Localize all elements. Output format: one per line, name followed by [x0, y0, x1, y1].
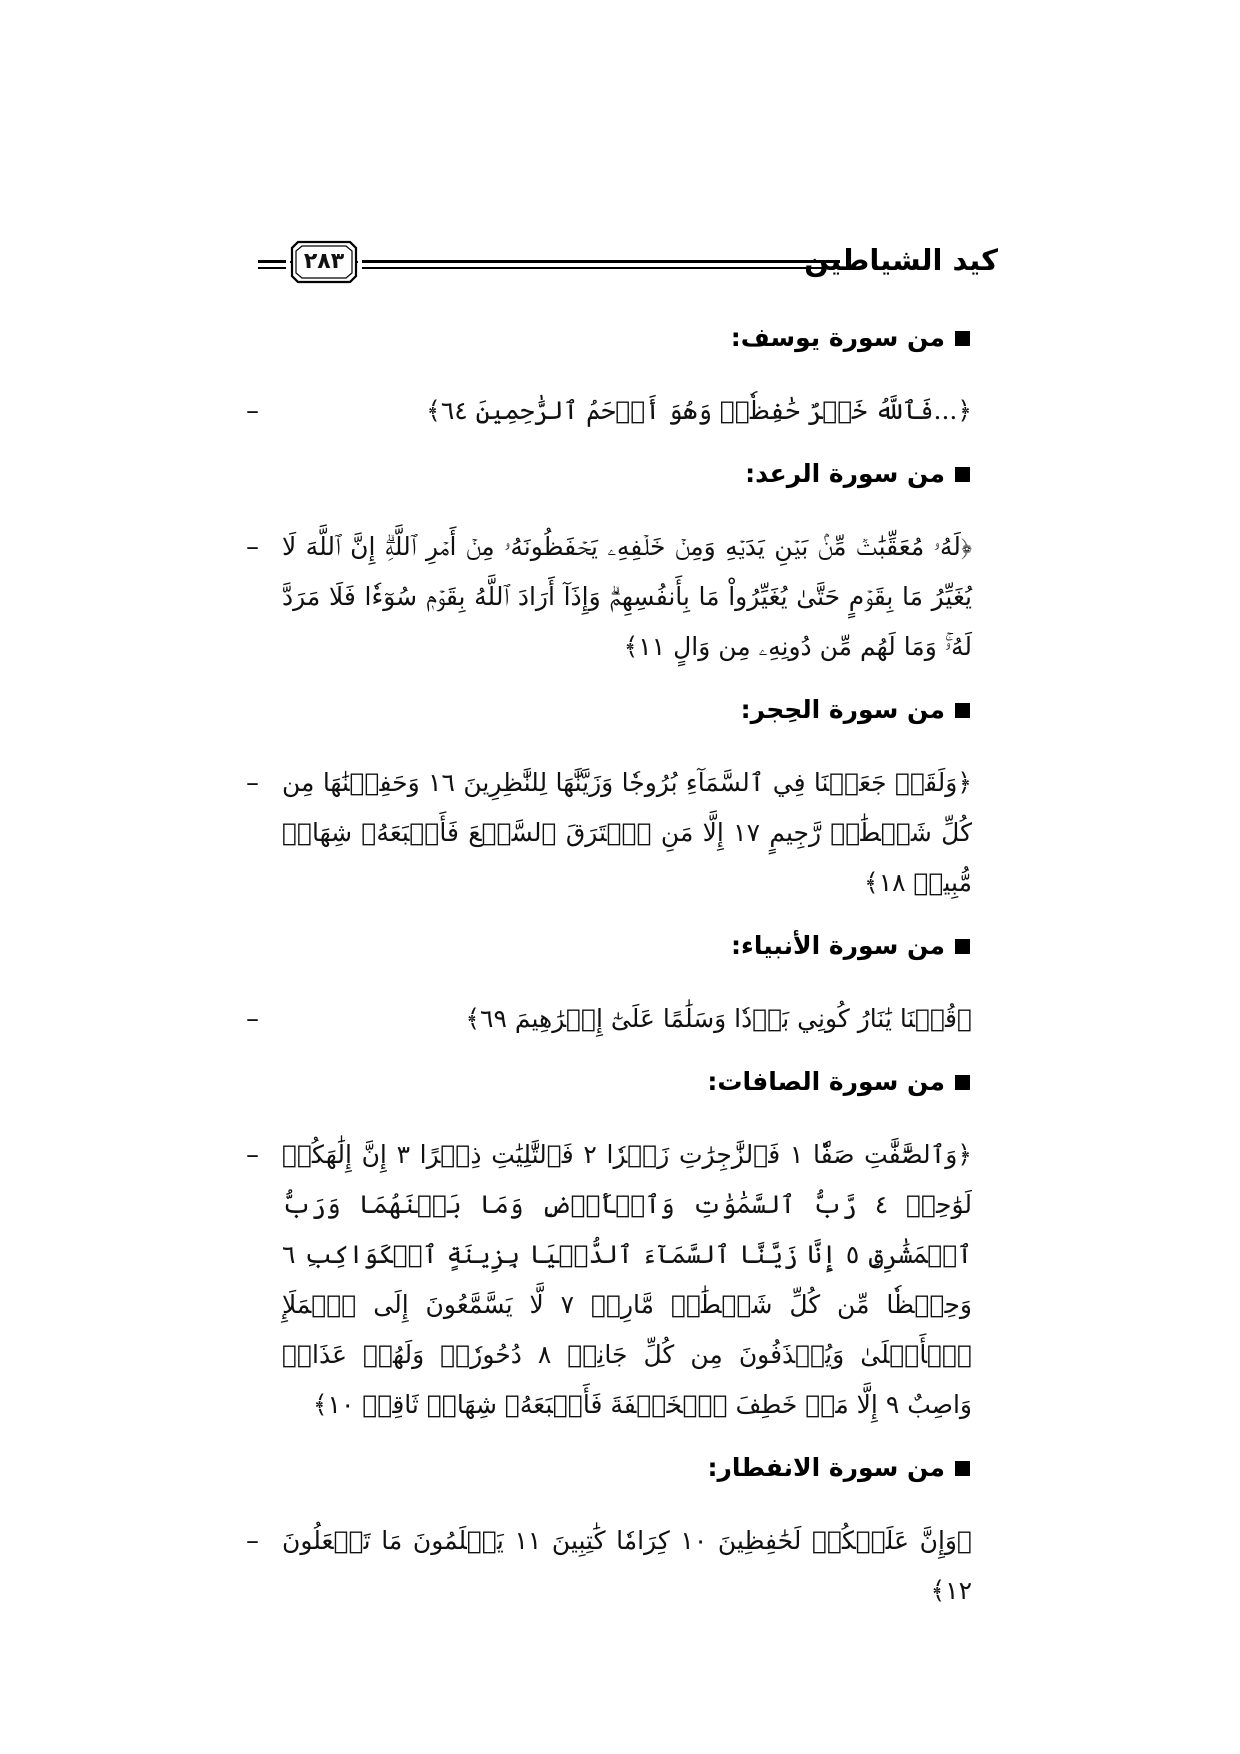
- running-title: كيد الشياطين: [804, 243, 998, 277]
- section-heading-saffat: [242, 1062, 970, 1102]
- verse-text: ﴿قُلۡنَا يَٰنَارُ كُونِي بَرۡدٗا وَسَلَٰمًا عَلَىٰٓ إِبۡرَٰهِيمَ ٦٩﴾: [465, 1004, 972, 1033]
- section-heading-text: من سورة الصافات:: [707, 1067, 945, 1096]
- header-rule-left: [258, 260, 286, 269]
- square-bullet-icon: [955, 703, 970, 718]
- dash-bullet-icon: –: [246, 1140, 259, 1170]
- section-heading-text: من سورة الرعد:: [745, 459, 945, 488]
- dash-bullet-icon: –: [246, 1004, 259, 1034]
- square-bullet-icon: [955, 939, 970, 954]
- verse-text: ﴿...فَٱللَّهُ خَيۡرٌ حَٰفِظٗاۖ وَهُوَ أَرۡحَمُ ٱلرَّٰحِمِينَ ٦٤﴾: [426, 396, 972, 425]
- verse-item-infitar: [242, 1516, 982, 1616]
- verse-item-yusuf: [242, 386, 982, 436]
- verse-item-anbiya: [242, 994, 982, 1044]
- dash-bullet-icon: –: [246, 396, 259, 426]
- verse-text: ﴿وَٱلصَّٰٓفَّٰتِ صَفّٗا ١ فَٱلزَّٰجِرَٰتِ زَجۡرٗا ٢ فَٱلتَّٰلِيَٰتِ ذِكۡرًا ٣ إِنَّ إِلَٰهَكُمۡ لَوَٰحِدٞ ٤ رَّبُّ ٱلسَّمَٰوَٰتِ وَٱلۡأَرۡضِ وَمَا بَيۡنَهُمَا وَرَبُّ ٱلۡمَشَٰرِقِ ٥ إِنَّا زَيَّنَّا ٱلسَّمَآءَ ٱلدُّنۡيَا بِزِينَةٍ ٱلۡكَوَاكِبِ ٦ وَحِفۡظٗا مِّن كُلِّ شَيۡطَٰنٖ مَّارِدٖ ٧ لَّا يَسَّمَّعُونَ إِلَى ٱلۡمَلَإِ ٱلۡأَعۡلَىٰ وَيُقۡذَفُونَ مِن كُلِّ جَانِبٖ ٨ دُحُورٗاۖ وَلَهُمۡ عَذَابٞ وَاصِبٌ ٩ إِلَّا مَنۡ خَطِفَ ٱلۡخَطۡفَةَ فَأَتۡبَعَهُۥ شِهَابٞ ثَاقِبٞ ١٠﴾: [282, 1140, 973, 1419]
- verse-text: ﴿وَلَقَدۡ جَعَلۡنَا فِي ٱلسَّمَآءِ بُرُوجٗا وَزَيَّنَّٰهَا لِلنَّٰظِرِينَ ١٦ وَحَفِظۡنَٰهَا مِن كُلِّ شَيۡطَٰنٖ رَّجِيمٍ ١٧ إِلَّا مَنِ ٱسۡتَرَقَ ٱلسَّمۡعَ فَأَتۡبَعَهُۥ شِهَابٞ مُّبِينٞ ١٨﴾: [282, 768, 972, 897]
- section-heading-infitar: [242, 1448, 970, 1488]
- section-heading-text: من سورة الانفطار:: [707, 1453, 945, 1482]
- verse-item-raad: [242, 522, 982, 672]
- section-heading-text: من سورة الحِجر:: [740, 695, 945, 724]
- verse-text: ﴿لَهُۥ مُعَقِّبَٰتٞ مِّنۢ بَيۡنِ يَدَيۡهِ وَمِنۡ خَلۡفِهِۦ يَحۡفَظُونَهُۥ مِنۡ أَمۡرِ ٱللَّهِۗ إِنَّ ٱللَّهَ لَا يُغَيِّرُ مَا بِقَوۡمٍ حَتَّىٰ يُغَيِّرُواْ مَا بِأَنفُسِهِمۡۗ وَإِذَآ أَرَادَ ٱللَّهُ بِقَوۡمٖ سُوٓءٗا فَلَا مَرَدَّ لَهُۥۚ وَمَا لَهُم مِّن دُونِهِۦ مِن وَالٍ ١١﴾: [282, 532, 972, 661]
- dash-bullet-icon: –: [246, 1526, 259, 1556]
- square-bullet-icon: [955, 331, 970, 346]
- section-heading-raad: [242, 454, 970, 494]
- page-header: [258, 238, 998, 288]
- square-bullet-icon: [955, 1075, 970, 1090]
- header-rule-right: [362, 260, 840, 269]
- verse-item-hijr: [242, 758, 982, 908]
- section-heading-text: من سورة الأنبياء:: [731, 931, 945, 960]
- section-heading-text: من سورة يوسف:: [730, 323, 945, 352]
- section-heading-yusuf: [242, 318, 970, 358]
- square-bullet-icon: [955, 1461, 970, 1476]
- section-heading-hijr: [242, 690, 970, 730]
- page-number: ٢٨٣: [303, 249, 345, 274]
- verse-text: ﴿وَإِنَّ عَلَيۡكُمۡ لَحَٰفِظِينَ ١٠ كِرَامٗا كَٰتِبِينَ ١١ يَعۡلَمُونَ مَا تَفۡعَلُونَ ١٢﴾: [282, 1526, 973, 1605]
- dash-bullet-icon: –: [246, 532, 259, 562]
- verse-item-saffat: [242, 1130, 982, 1430]
- square-bullet-icon: [955, 467, 970, 482]
- section-heading-anbiya: [242, 926, 970, 966]
- page-number-frame: [290, 240, 358, 284]
- page-body: [242, 318, 982, 1634]
- dash-bullet-icon: –: [246, 768, 259, 798]
